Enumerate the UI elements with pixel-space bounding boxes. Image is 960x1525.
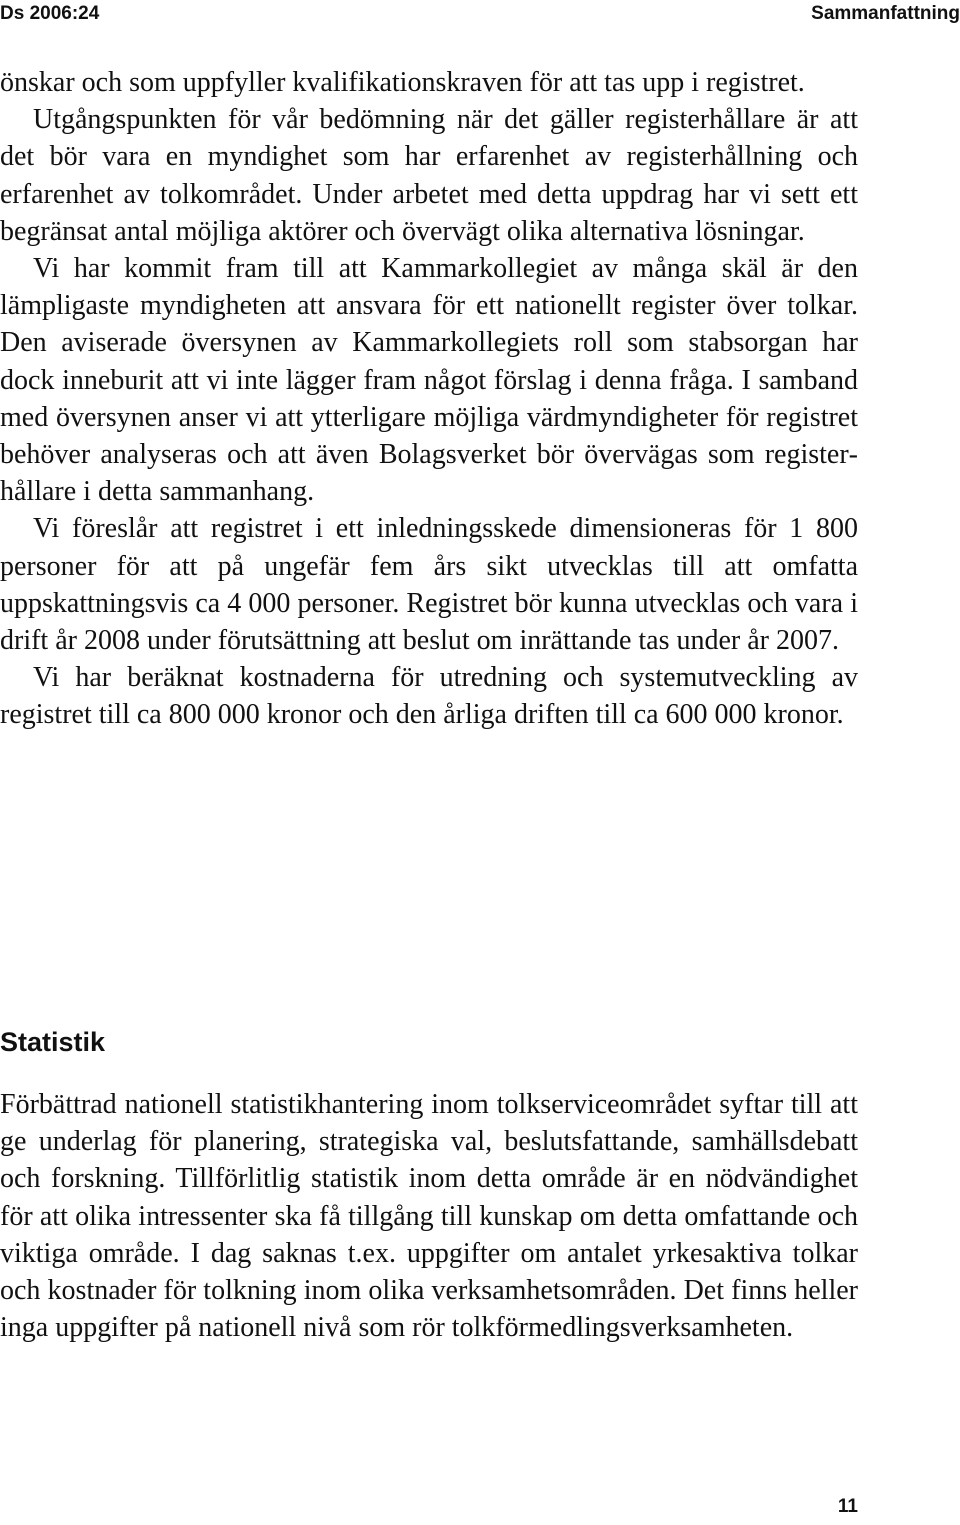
- paragraph: Vi har beräknat kostnaderna för utredning och systemutveckling av registret till ca 800 000 kronor och den årliga driften till ca 600 000 kronor.: [0, 662, 858, 731]
- running-header: [0, 0, 960, 32]
- paragraph: Utgångspunkten för vår bedömning när det gäller registerhållare är att det bör vara en myndighet som har erfarenhet av registerhållning och erfarenhet av tolkområdet. Under arbetet med detta uppdrag har vi sett ett begränsat antal möjliga aktörer och övervägt olika alternativa lösningar.: [0, 104, 858, 247]
- statistik-text-block: [0, 1086, 858, 1346]
- section-heading-statistik: Statistik: [0, 1027, 106, 1057]
- paragraph: Vi föreslår att registret i ett inledningsskede dimensioneras för 1 800 personer för att på ungefär fem års sikt utvecklas till att omfatta uppskattningsvis ca 4 000 personer. Registret bör kunna utvecklas och vara i drift år 2008 under förutsättning att beslut om inrättande tas under år 2007.: [0, 513, 858, 657]
- page-number: 11: [837, 1496, 858, 1517]
- chapter-title: Sammanfattning: [811, 3, 960, 24]
- document-reference: Ds 2006:24: [0, 3, 100, 24]
- paragraph: önskar och som uppfyller kvalifikationskraven för att tas upp i registret.: [0, 67, 805, 98]
- paragraph: Vi har kommit fram till att Kammarkollegiet av många skäl är den lämpligaste myndigheten att ansvara för ett nationellt register över tolkar. Den aviserade översynen av Kammarkollegiets roll som stabsorgan har dock inneburit att vi inte lägger fram något förslag i denna fråga. I samband med översynen anser vi att ytterligare möjliga värdmyndigheter för registret behöver analyseras och att även Bolagsverket bör övervägas som registerhållare i detta sammanhang.: [0, 253, 858, 508]
- summary-text-block: [0, 64, 858, 734]
- paragraph: Förbättrad nationell statistikhantering inom tolkserviceområdet syftar till att ge underlag för planering, strategiska val, beslutsfattande, samhällsdebatt och forskning. Tillförlitlig statistik inom detta område är en nödvändighet för att olika intressenter ska få tillgång till kunskap om detta omfattande och viktiga område. I dag saknas t.ex. uppgifter om antalet yrkesaktiva tolkar och kostnader för tolkning inom olika verksamhetsområden. Det finns heller inga uppgifter på nationell nivå som rör tolkförmedlingsverksamheten.: [0, 1089, 858, 1344]
